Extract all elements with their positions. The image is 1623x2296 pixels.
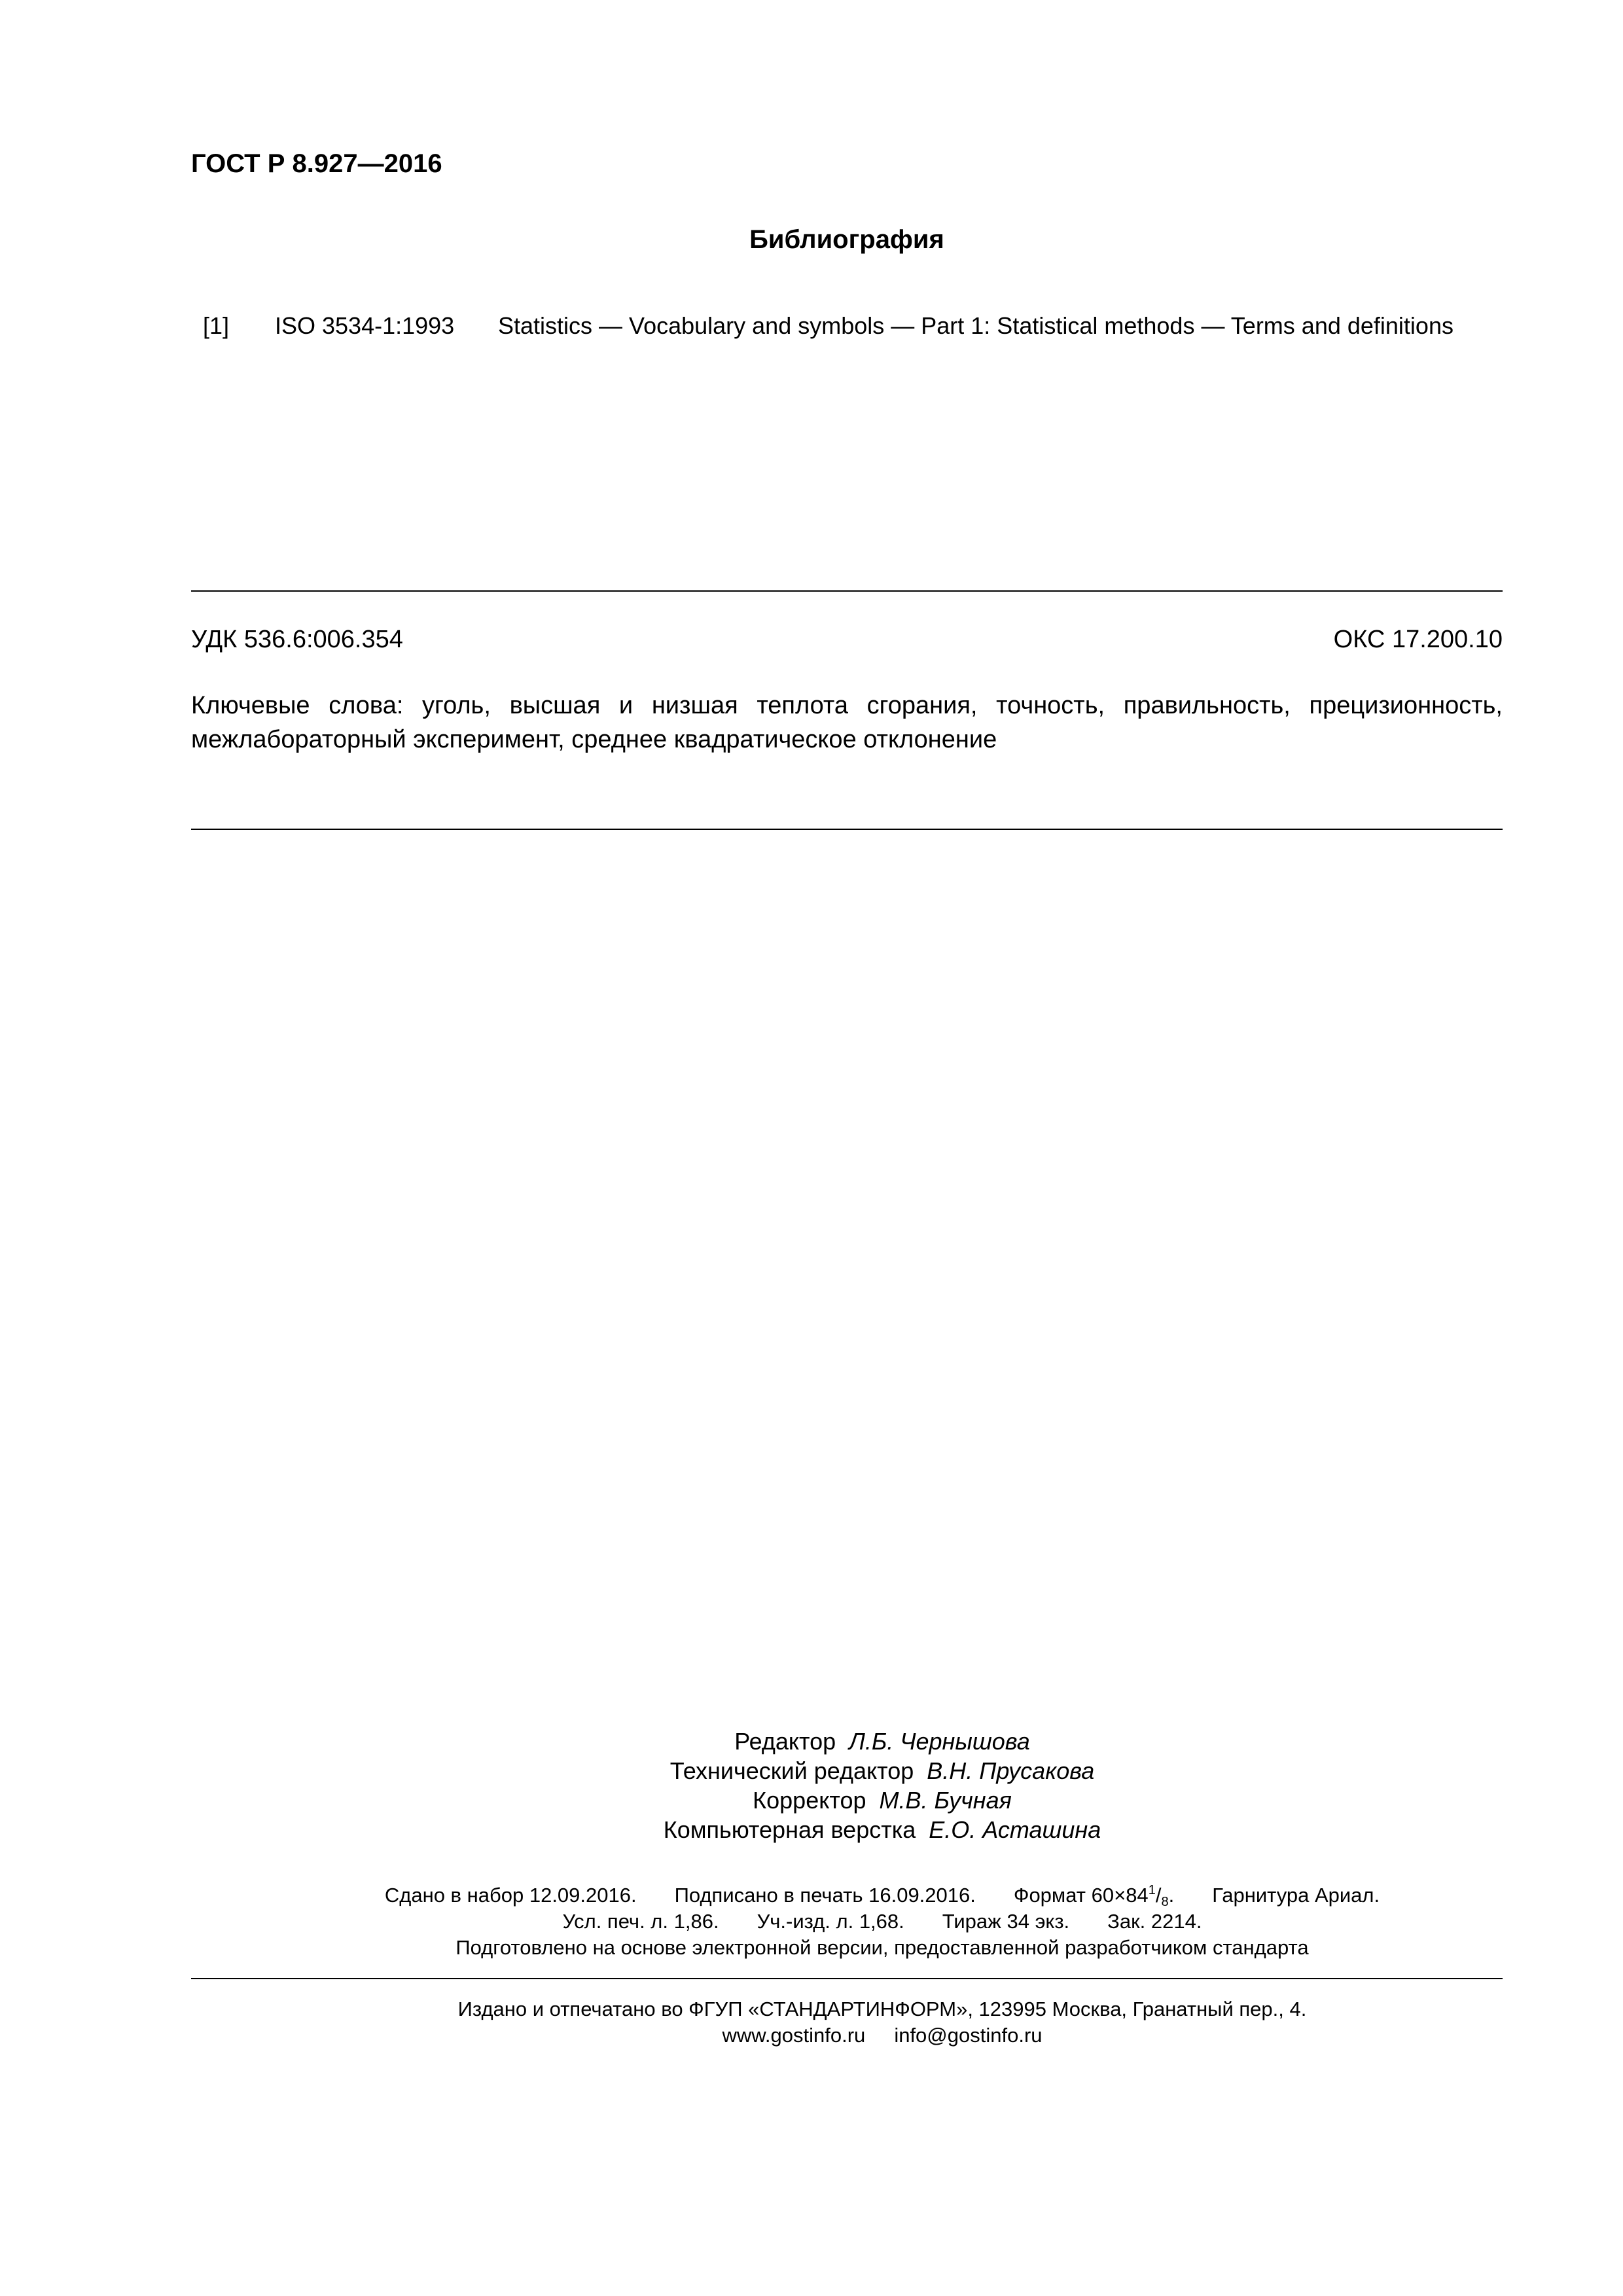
bibliography-entry-number: [1] [203, 312, 230, 339]
publisher-line: Издано и отпечатано во ФГУП «СТАНДАРТИНФОРМ», 123995 Москва, Гранатный пер., 4. [457, 1998, 1307, 2020]
imprint-line-dates [191, 1882, 1573, 1909]
credits-block [191, 1727, 1573, 1844]
divider-middle [191, 829, 1503, 830]
publisher-contacts [191, 2022, 1573, 2049]
credit-role: Компьютерная верстка [663, 1816, 916, 1843]
typeset-date: Сдано в набор 12.09.2016. [384, 1884, 637, 1907]
print-sheets: Усл. печ. л. 1,86. [562, 1910, 719, 1933]
credit-role: Корректор [753, 1787, 866, 1814]
divider-top [191, 590, 1503, 592]
imprint-line-sheets [191, 1909, 1573, 1935]
keywords-text: Ключевые слова: уголь, высшая и низшая теплота сгорания, точность, правильность, прецизионность, межлабораторный эксперимент, среднее квадратическое отклонение [191, 692, 1503, 753]
publisher-block [191, 1996, 1573, 2049]
circulation: Тираж 34 экз. [942, 1910, 1070, 1933]
signed-date: Подписано в печать 16.09.2016. [674, 1884, 976, 1907]
credit-name: Л.Б. Чернышова [849, 1728, 1030, 1755]
credit-line-proofreader [191, 1785, 1573, 1815]
credit-name: М.В. Бучная [879, 1787, 1012, 1814]
bibliography-entry-title: Statistics — Vocabulary and symbols — Part 1: Statistical methods — Terms and definitions [498, 312, 1454, 339]
imprint-block [191, 1882, 1573, 1961]
udk-code: УДК 536.6:006.354 [191, 626, 403, 653]
credit-line-layout [191, 1815, 1573, 1844]
oks-code: ОКС 17.200.10 [1333, 626, 1503, 653]
prepared-note: Подготовлено на основе электронной версии, предоставленной разработчиком стандарта [455, 1936, 1309, 1959]
credit-line-editor [191, 1727, 1573, 1756]
publisher-email-link[interactable]: info@gostinfo.ru [894, 2024, 1043, 2047]
credit-role: Технический редактор [669, 1757, 914, 1784]
credit-role: Редактор [734, 1728, 836, 1755]
paper-format: Формат $60\times 84^1/_8$. [1013, 1883, 1175, 1909]
credit-name: В.Н. Прусакова [927, 1757, 1095, 1784]
publisher-website-link[interactable]: www.gostinfo.ru [722, 2024, 866, 2047]
document-code: ГОСТ Р 8.927—2016 [191, 149, 442, 178]
bibliography-entry-standard: ISO 3534-1:1993 [275, 312, 455, 339]
typeface: Гарнитура Ариал. [1212, 1884, 1380, 1907]
credit-line-tech-editor [191, 1756, 1573, 1785]
divider-bottom [191, 1978, 1503, 1979]
bibliography-title: Библиография [749, 225, 944, 254]
order-number: Зак. 2214. [1107, 1910, 1202, 1933]
publisher-sheets: Уч.-изд. л. 1,68. [757, 1910, 904, 1933]
credit-name: Е.О. Асташина [929, 1816, 1101, 1843]
